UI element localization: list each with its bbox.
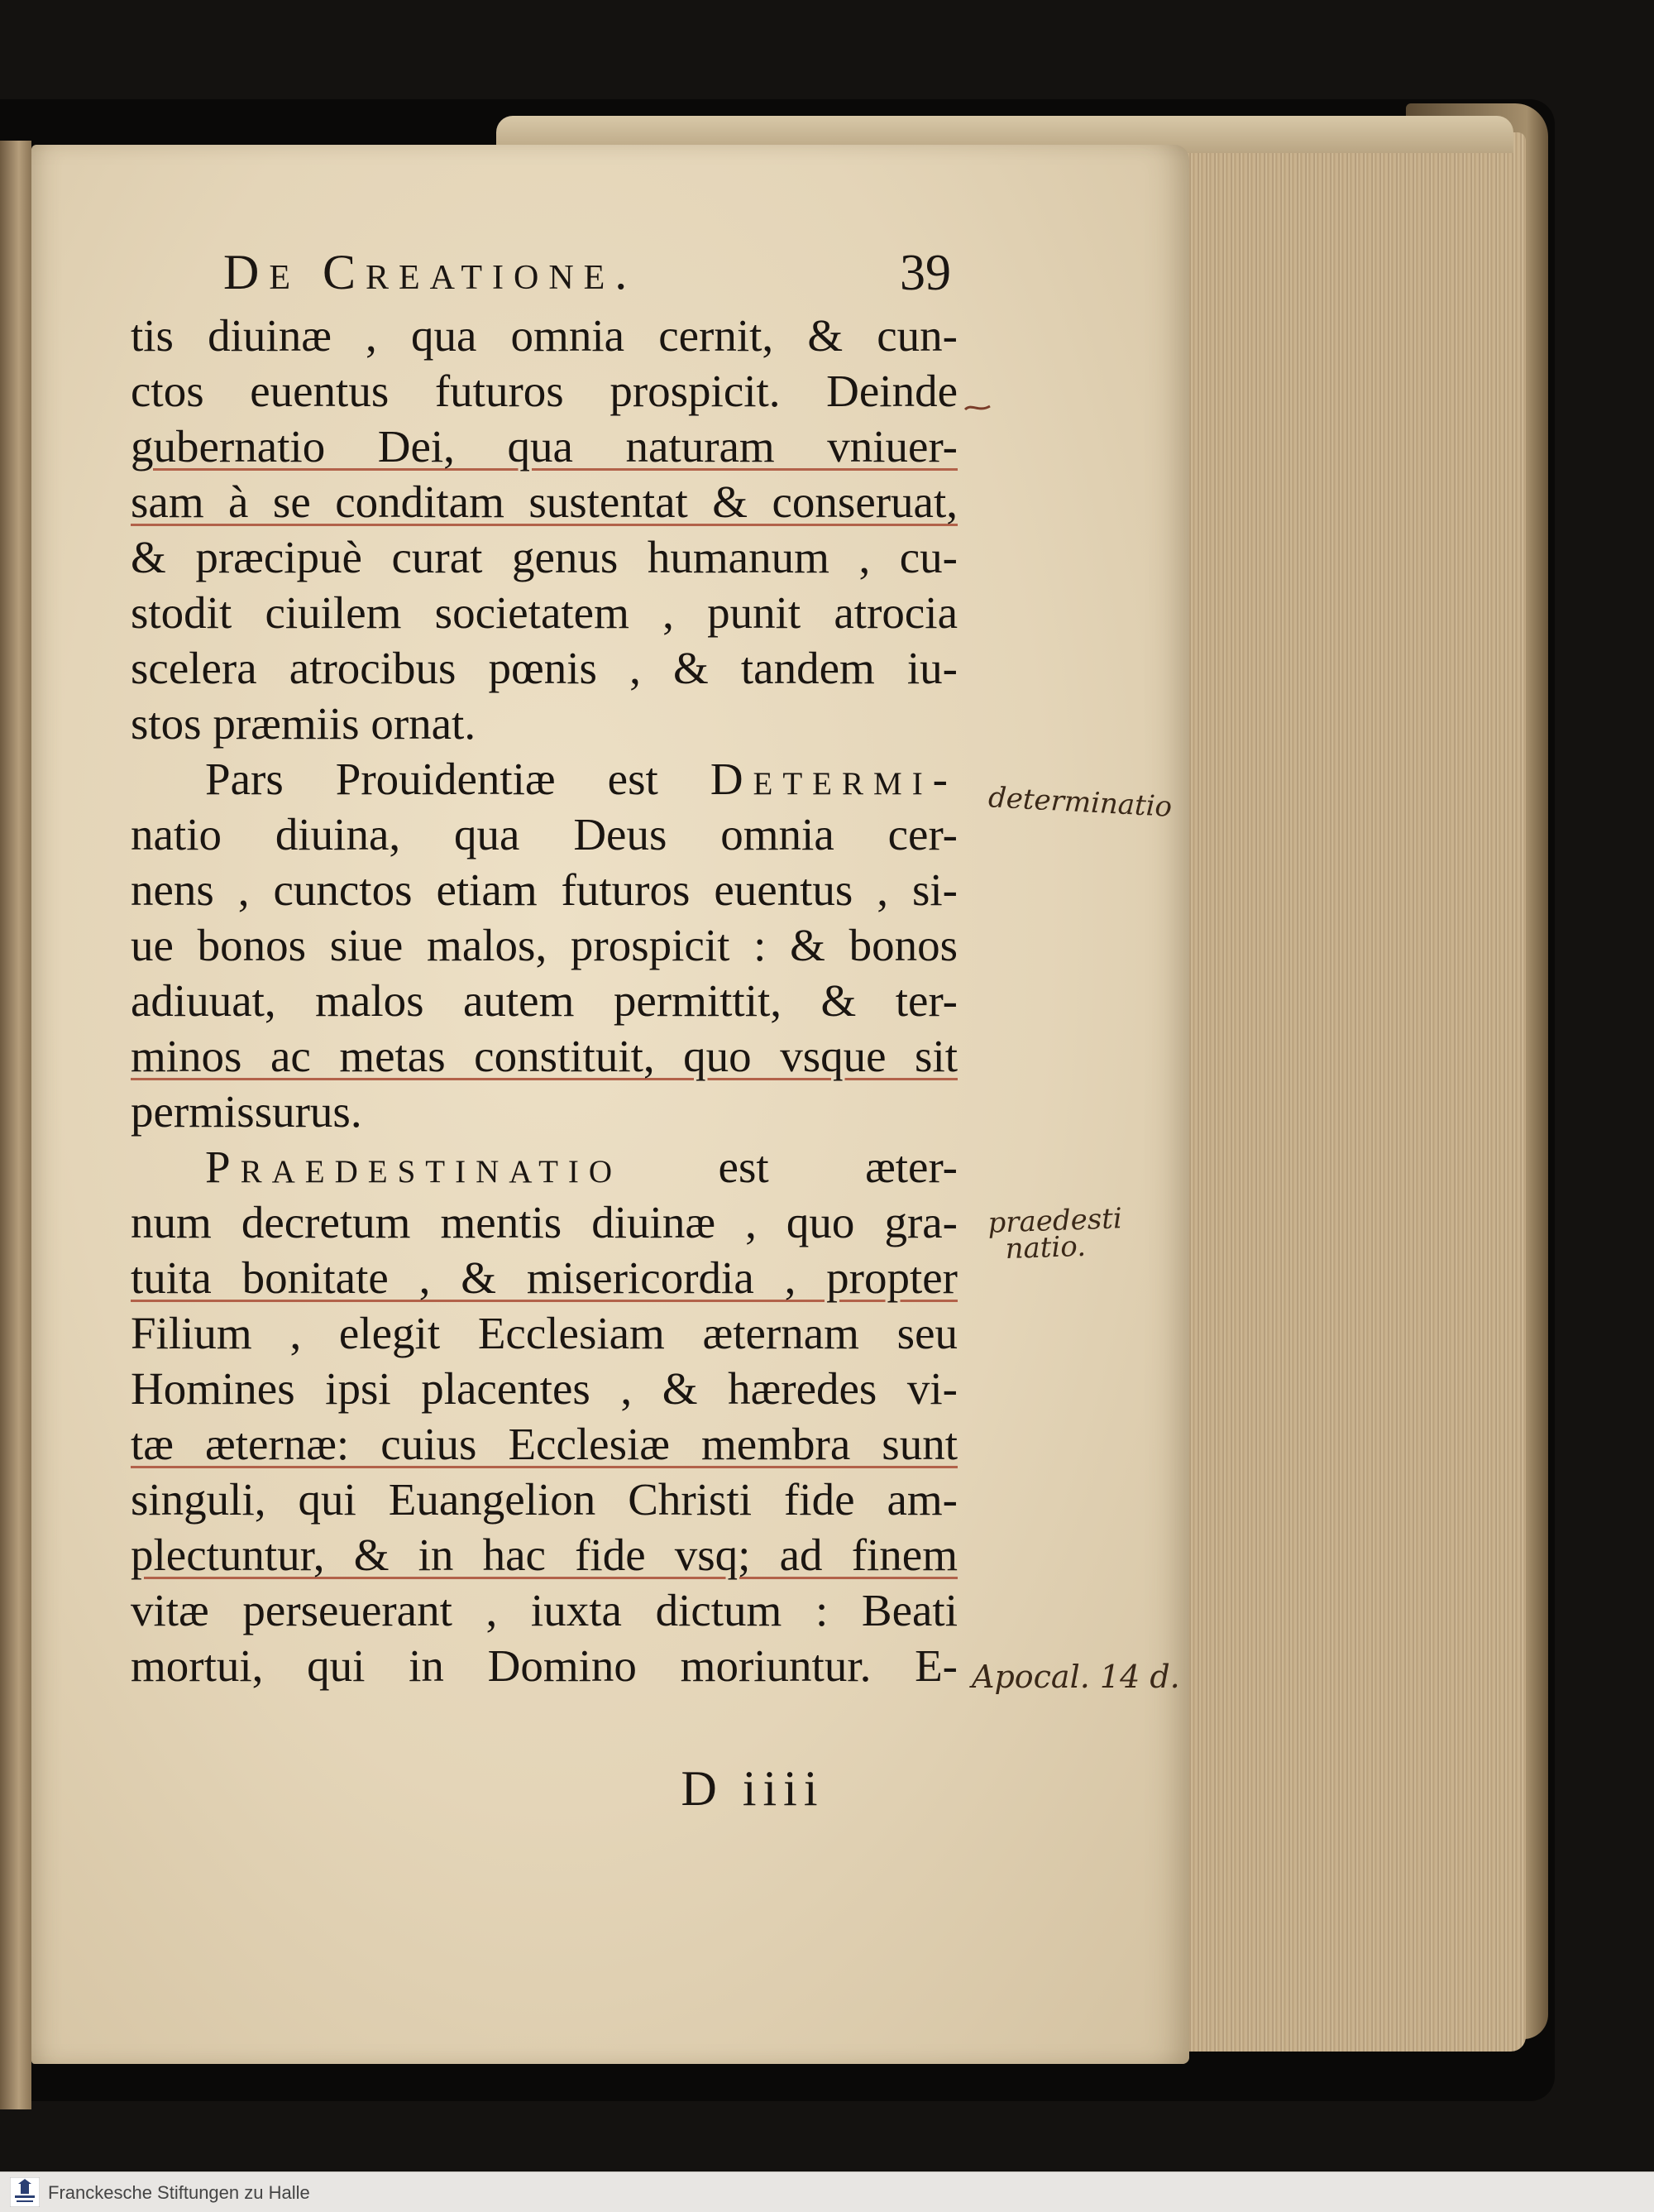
- running-head-title: De Creatione.: [223, 245, 638, 299]
- text-line: tæ æternæ: cuius Ecclesiæ membra sunt: [131, 1419, 958, 1469]
- text-line: vitæ perseuerant , iuxta dictum : Beati: [131, 1585, 958, 1635]
- text-block: [131, 308, 958, 1693]
- text-line: nens , cunctos etiam futuros euentus , si-: [131, 864, 958, 915]
- text-line: Filium , elegit Ecclesiam æternam seu: [131, 1308, 958, 1358]
- text-line: mortui, qui in Domino moriuntur. E-: [131, 1640, 958, 1691]
- marginal-note: Apocal. 14 d.: [972, 1659, 1180, 1695]
- left-page-edge: [0, 141, 31, 2109]
- institution-logo-icon[interactable]: [10, 2177, 40, 2207]
- signature-mark: D iiii: [681, 1761, 825, 1816]
- viewer-footer-bar: [0, 2171, 1654, 2212]
- text-line: sam à se conditam sustentat & conseruat,: [131, 476, 958, 527]
- text-line: scelera atrocibus pœnis , & tandem iu-: [131, 643, 958, 693]
- marginal-note-line: praedesti: [987, 1202, 1123, 1240]
- paragraph-lead: Pars Prouidentiæ est: [205, 754, 658, 804]
- key-term: Praedestinatio: [205, 1142, 623, 1192]
- text-line: natio diuina, qua Deus omnia cer-: [131, 809, 958, 859]
- text-line: ue bonos siue malos, prospicit : & bonos: [131, 920, 958, 970]
- marginal-note-line: natio.: [1004, 1229, 1087, 1266]
- institution-credit[interactable]: Franckesche Stiftungen zu Halle: [48, 2182, 310, 2203]
- text-line: tuita bonitate , & misericordia , propter: [131, 1252, 958, 1303]
- text-line: stodit ciuilem societatem , punit atrocia: [131, 587, 958, 638]
- page-number: 39: [900, 245, 951, 301]
- running-head: [223, 244, 951, 310]
- marginal-note: [987, 1202, 1123, 1266]
- text-line: gubernatio Dei, qua naturam vniuer-: [131, 421, 958, 472]
- text-line: ctos euentus futuros prospicit. Deinde: [131, 366, 958, 416]
- text-line: tis diuinæ , qua omnia cernit, & cun-: [131, 310, 958, 361]
- text-line: Homines ipsi placentes , & hæredes vi-: [131, 1363, 958, 1414]
- marginal-dash: [963, 401, 992, 414]
- text-line: plectuntur, & in hac fide vsq; ad finem: [131, 1530, 958, 1580]
- key-term: Determi-: [710, 754, 958, 804]
- paragraph-opening: [131, 751, 958, 807]
- page-block-edge: [1178, 132, 1526, 2052]
- text-line: permissurus.: [131, 1086, 362, 1137]
- text-line: singuli, qui Euangelion Christi fide am-: [131, 1474, 958, 1525]
- paragraph-opening: [131, 1139, 958, 1195]
- text-line: num decretum mentis diuinæ , quo gra-: [131, 1197, 958, 1247]
- text-line: stos præmiis ornat.: [131, 698, 476, 749]
- text-line: adiuuat, malos autem permittit, & ter-: [131, 975, 958, 1026]
- marginal-note: determinatio: [987, 781, 1174, 824]
- text-line: & præcipuè curat genus humanum , cu-: [131, 532, 958, 582]
- text-line: minos ac metas constituit, quo vsque sit: [131, 1031, 958, 1081]
- paragraph-lead: est æter-: [718, 1142, 958, 1192]
